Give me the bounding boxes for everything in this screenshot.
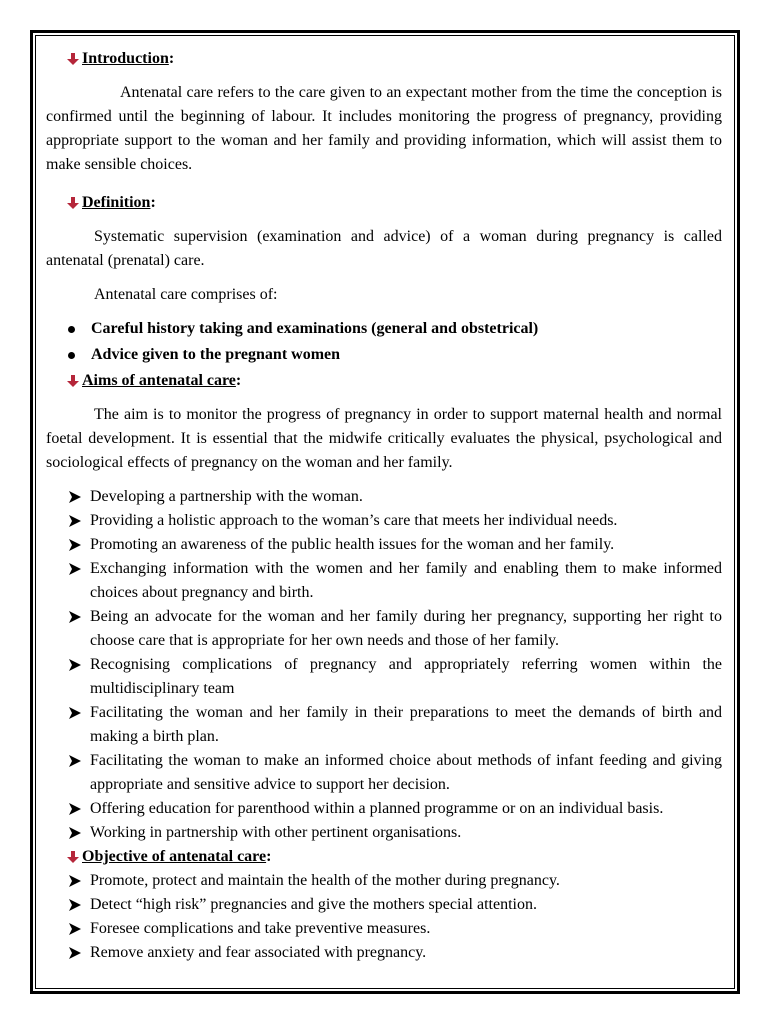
list-item-text: Recognising complications of pregnancy and appropriately referring women within the multidisciplinary team <box>90 656 722 697</box>
arrowhead-bullet-icon <box>68 656 82 674</box>
list-item-text: Advice given to the pregnant women <box>91 346 341 363</box>
list-item <box>46 485 722 509</box>
list-item <box>46 869 722 893</box>
aims-title: Aims of antenatal care <box>82 372 236 389</box>
list-item <box>46 797 722 821</box>
list-item-text: Working in partnership with other pertinent organisations. <box>90 824 462 841</box>
list-item-text: Exchanging information with the women and her family and enabling them to make informed choices about pregnancy and birth. <box>90 560 722 601</box>
arrowhead-bullet-icon <box>68 800 82 818</box>
down-arrow-icon <box>66 374 80 388</box>
arrowhead-bullet-icon <box>68 920 82 938</box>
list-item <box>46 509 722 533</box>
definition-heading <box>46 191 722 215</box>
down-arrow-icon <box>66 52 80 66</box>
document-body <box>46 47 722 965</box>
introduction-heading <box>46 47 722 71</box>
arrowhead-bullet-icon <box>68 752 82 770</box>
aims-list <box>46 485 722 845</box>
list-item-text: Developing a partnership with the woman. <box>90 488 363 505</box>
arrowhead-bullet-icon <box>68 608 82 626</box>
list-item-text: Careful history taking and examinations (general and obstetrical) <box>91 320 539 337</box>
arrowhead-bullet-icon <box>68 536 82 554</box>
list-item <box>46 821 722 845</box>
list-item-text: Providing a holistic approach to the woman’s care that meets her individual needs. <box>90 512 618 529</box>
aims-heading <box>46 369 722 393</box>
introduction-title: Introduction <box>82 50 169 67</box>
list-item-text: Promote, protect and maintain the health of the mother during pregnancy. <box>90 872 560 889</box>
heading-colon: : <box>168 50 175 67</box>
heading-colon: : <box>266 848 272 865</box>
list-item-text: Facilitating the woman and her family in their preparations to meet the demands of birth and making a birth plan. <box>90 704 722 745</box>
comprises-list <box>46 317 722 369</box>
list-item-text: Facilitating the woman to make an informed choice about methods of infant feeding and giving appropriate and sensitive advice to support her decision. <box>90 752 722 793</box>
objective-list <box>46 869 722 965</box>
list-item <box>46 749 722 797</box>
arrowhead-bullet-icon <box>68 512 82 530</box>
list-item <box>46 701 722 749</box>
bullet-dot-icon <box>68 326 75 333</box>
introduction-paragraph: Antenatal care refers to the care given to an expectant mother from the time the conception is confirmed until the beginning of labour. It includes monitoring the progress of pregnancy, providing appropriate support to the woman and her family and providing information, which will assist them to make sensible choices. <box>46 84 722 173</box>
list-item <box>46 533 722 557</box>
down-arrow-icon <box>66 196 80 210</box>
objective-title: Objective of antenatal care <box>82 848 267 865</box>
list-item <box>46 605 722 653</box>
list-item-text: Detect “high risk” pregnancies and give the mothers special attention. <box>90 896 537 913</box>
bullet-dot-icon <box>68 352 75 359</box>
list-item <box>46 557 722 605</box>
list-item <box>46 343 722 369</box>
list-item-text: Promoting an awareness of the public health issues for the woman and her family. <box>90 536 615 553</box>
list-item-text: Foresee complications and take preventive measures. <box>90 920 431 937</box>
arrowhead-bullet-icon <box>68 944 82 962</box>
list-item <box>46 317 722 343</box>
arrowhead-bullet-icon <box>68 872 82 890</box>
list-item-text: Being an advocate for the woman and her family during her pregnancy, supporting her right to choose care that is appropriate for her own needs and those of her family. <box>90 608 722 649</box>
heading-colon: : <box>150 194 156 211</box>
arrowhead-bullet-icon <box>68 824 82 842</box>
aims-paragraph: The aim is to monitor the progress of pregnancy in order to support maternal health and normal foetal development. It is essential that the midwife critically evaluates the physical, psychological and sociological effects of pregnancy on the woman and her family. <box>46 406 722 471</box>
list-item-text: Remove anxiety and fear associated with pregnancy. <box>90 944 427 961</box>
down-arrow-icon <box>66 850 80 864</box>
definition-title: Definition <box>82 194 151 211</box>
comprises-paragraph: Antenatal care comprises of: <box>94 286 278 303</box>
arrowhead-bullet-icon <box>68 704 82 722</box>
arrowhead-bullet-icon <box>68 488 82 506</box>
arrowhead-bullet-icon <box>68 896 82 914</box>
heading-colon: : <box>235 372 242 389</box>
arrowhead-bullet-icon <box>68 560 82 578</box>
list-item <box>46 917 722 941</box>
list-item <box>46 893 722 917</box>
list-item-text: Offering education for parenthood within a planned programme or on an individual basis. <box>90 800 664 817</box>
definition-paragraph: Systematic supervision (examination and advice) of a woman during pregnancy is called antenatal (prenatal) care. <box>46 228 722 269</box>
list-item <box>46 941 722 965</box>
objective-heading <box>46 845 722 869</box>
list-item <box>46 653 722 701</box>
